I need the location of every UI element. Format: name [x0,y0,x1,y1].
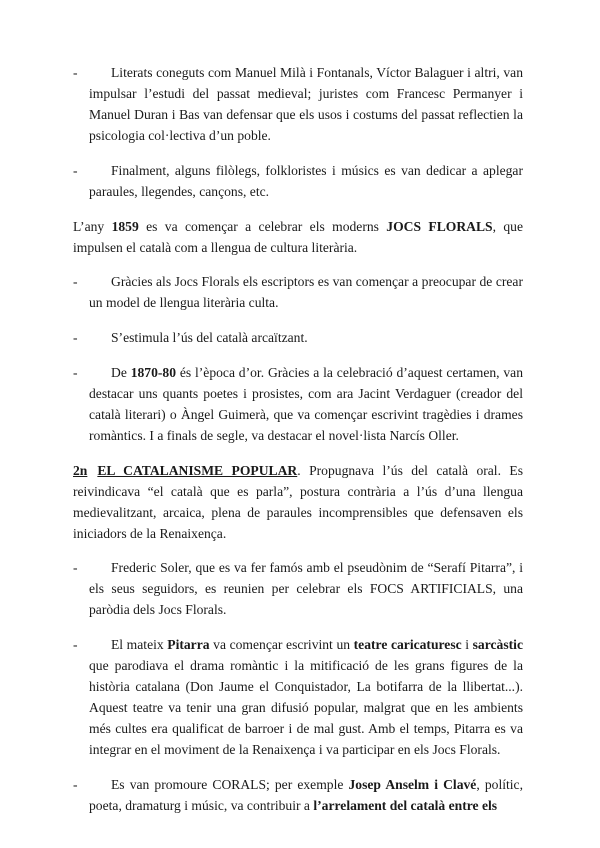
list-item [73,634,523,760]
section-number: 2n [73,463,88,478]
bullet-dash: - [73,274,78,289]
bullet-dash: - [73,560,78,575]
bullet-dash: - [73,777,78,792]
list-item [73,557,523,620]
list-item-text: Literats coneguts com Manuel Milà i Fontanals, Víctor Balaguer i altri, van impulsar l’estudi del passat medieval; juristes com Francesc Permanyer i Manuel Duran i Bas van defensar que els usos i costums del passat reflectien la psicologia col·lectiva d’un poble. [89,65,523,143]
section-heading: EL CATALANISME POPULAR [97,463,298,478]
list-item [73,362,523,446]
list-item-text: Frederic Soler, que es va fer famós amb el pseudònim de “Serafí Pitarra”, i els seus seguidors, es reunien per celebrar els FOCS ARTIFICIALS, una paròdia dels Jocs Florals. [89,560,523,617]
period-1870-80: 1870-80 [130,365,176,380]
list-item-text: S’estimula l’ús del català arcaïtzant. [111,330,308,345]
list-item [73,62,523,146]
paragraph-jocs-florals: L’any 1859 es va començar a celebrar els moderns JOCS FLORALS, que impulsen el català com a llengua de cultura literària. [73,219,523,255]
bullet-dash: - [73,65,78,80]
bullet-dash: - [73,365,78,380]
bullet-dash: - [73,330,78,345]
list-item [73,160,523,202]
list-item-text: Es van promoure CORALS; per exemple Josep Anselm i Clavé, polític, poeta, dramaturg i músic, va contribuir a l’arrelament del català entre els [89,777,523,813]
list-item-text: Gràcies als Jocs Florals els escriptors es van començar a preocupar de crear un model de llengua literària culta. [89,274,523,310]
bullet-dash: - [73,637,78,652]
list-item-text: Finalment, alguns filòlegs, folkloristes i músics es van dedicar a aplegar paraules, llegendes, cançons, etc. [89,163,523,199]
list-item [73,271,523,313]
year-1859: 1859 [111,219,139,234]
list-item-text: De 1870-80 és l’època d’or. Gràcies a la celebració d’aquest certamen, van destacar uns quants poetes i prosistes, com ara Jacint Verdaguer (creador del català literari) o Àngel Guimerà, que va començar escrivint tragèdies i drames romàntics. I a finals de segle, va destacar el novel·lista Narcís Oller. [89,365,524,443]
bullet-dash: - [73,163,78,178]
list-item [73,774,523,816]
jocs-florals-term: JOCS FLORALS [386,219,493,234]
list-item-text: El mateix Pitarra va començar escrivint un teatre caricaturesc i sarcàstic que parodiava el drama romàntic i la mitificació de les grans figures de la història catalana (Don Jaume el Conquistador, La botifarra de la llibertat...). Aquest teatre va tenir una gran difusió popular, malgrat que en les ambients més cultes era qualificat de barroer i de mal gust. Amb el temps, Pitarra es va integrar en el moviment de la Renaixença i va participar en els Jocs Florals. [89,637,523,757]
paragraph-catalanisme-popular: 2n EL CATALANISME POPULAR. Propugnava l’ús del català oral. Es reivindicava “el català que es parla”, postura contrària a l’ús d’una llengua medievalitzant, arcaica, plena de paraules incomprensibles que defensaven els iniciadors de la Renaixença. [73,463,524,541]
list-item [73,327,523,348]
